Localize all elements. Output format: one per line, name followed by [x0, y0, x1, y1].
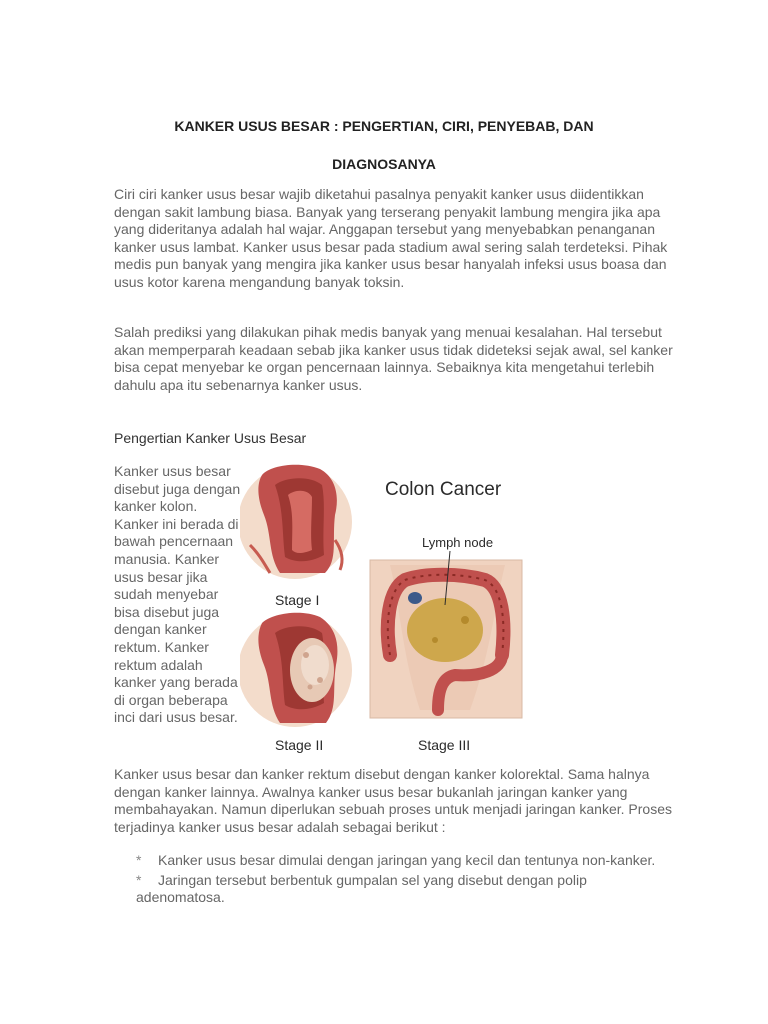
- process-bullet-list: [136, 852, 656, 909]
- colon-cancer-illustration: [240, 455, 540, 760]
- stage1-illustration: [240, 465, 352, 579]
- section-heading: Pengertian Kanker Usus Besar: [114, 430, 307, 446]
- bullet-text: Kanker usus besar dimulai dengan jaringan yang kecil dan tentunya non-kanker.: [158, 852, 656, 868]
- paragraph-kolorektal: Kanker usus besar dan kanker rektum disebut dengan kanker kolorektal. Sama halnya dengan kanker lainnya. Awalnya kanker usus besar bukanlah jaringan kanker yang membahayakan. Namun diperlukan sebuah proses untuk menjadi jaringan kanker. Proses terjadinya kanker usus besar adalah sebagai berikut :: [114, 766, 672, 835]
- side-text: Kanker usus besar disebut juga dengan kanker kolon. Kanker ini berada di bawah pencernaan manusia. Kanker usus besar jika sudah menyebar bisa disebut juga dengan kanker rektum. Kanker rektum adalah kanker yang berada di organ beberapa inci dari usus besar.: [114, 463, 241, 726]
- document-title-line-2: DIAGNOSANYA: [332, 156, 436, 172]
- document-title-line-1: KANKER USUS BESAR : PENGERTIAN, CIRI, PENYEBAB, DAN: [174, 118, 594, 134]
- stage1-label: Stage I: [275, 592, 320, 608]
- bullet-text: Jaringan tersebut berbentuk gumpalan sel yang disebut dengan polip adenomatosa.: [136, 871, 587, 906]
- intro-paragraph-2: Salah prediksi yang dilakukan pihak medis banyak yang menuai kesalahan. Hal tersebut akan memperparah keadaan sebab jika kanker usus tidak dideteksi sejak awal, sel kanker bisa cepat menyebar ke organ pencernaan lainnya. Sebaiknya kita mengetahui terlebih dahulu apa itu sebenarnya kanker usus.: [114, 324, 673, 393]
- bullet-star-icon: *: [136, 852, 142, 868]
- stage3-label: Stage III: [418, 737, 471, 753]
- bullet-star-icon: *: [136, 871, 142, 888]
- list-item: [136, 852, 656, 870]
- lymph-node-label: Lymph node: [422, 535, 494, 550]
- intro-paragraph-1: Ciri ciri kanker usus besar wajib diketahui pasalnya penyakit kanker usus diidentikkan dengan sakit lambung biasa. Banyak yang terserang penyakit lambung mengira jika apa yang dideritanya adalah hal wajar. Anggapan tersebut yang menyebabkan penanganan kanker usus lambat. Kanker usus besar pada stadium awal sering salah terdeteksi. Pihak medis pun banyak yang mengira jika kanker usus besar hanyalah infeksi usus boasa dan usus kotor karena mengandung banyak toksin.: [114, 186, 668, 290]
- stage2-illustration: [240, 613, 352, 727]
- figure-title: Colon Cancer: [385, 479, 502, 500]
- stage2-label: Stage II: [275, 737, 324, 753]
- colon-torso-illustration: [370, 560, 522, 718]
- list-item: [136, 872, 656, 907]
